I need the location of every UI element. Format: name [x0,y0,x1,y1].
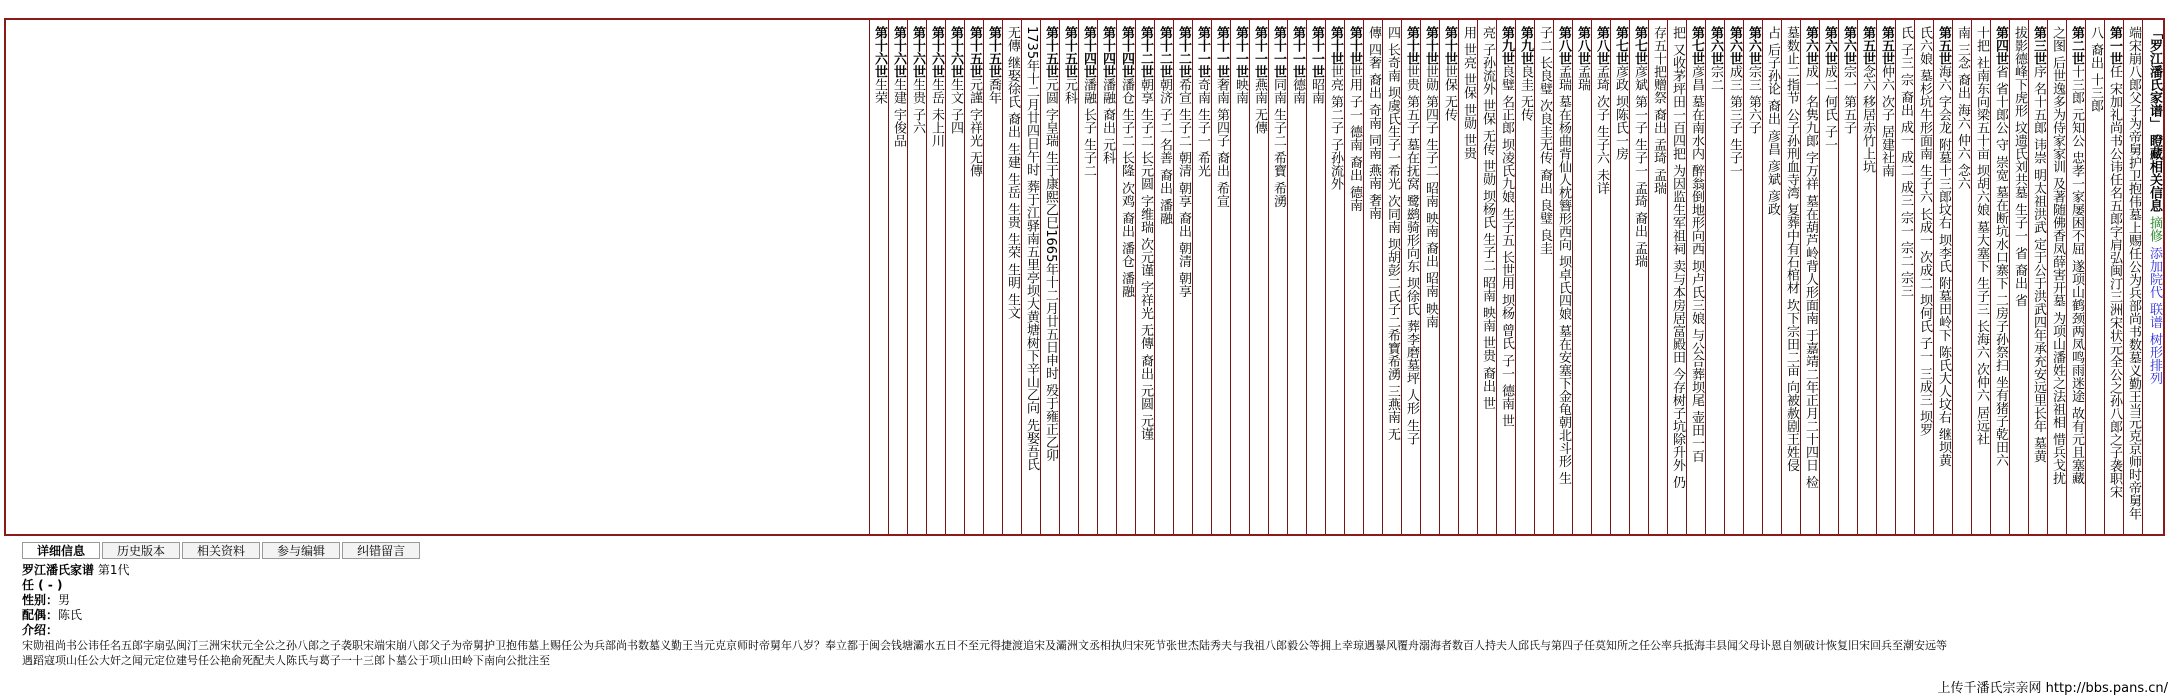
related-info-heading: 瞪藏相关信息 [2147,134,2162,213]
generation-label[interactable]: 第十世 [1347,26,1362,65]
genealogy-column [1154,20,1173,534]
column-text: 昭南 [1309,78,1324,104]
column-text: 良圭 无传 [1518,65,1533,122]
genealogy-column [888,20,907,534]
generation-label[interactable]: 第十六世 [948,26,963,78]
genealogy-column [1116,20,1135,534]
generation-number: 第1代 [97,563,130,577]
genealogy-column [2104,20,2123,534]
column-text: 德南 [1290,78,1305,104]
genealogy-column [1743,20,1762,534]
column-text: 希宣 生子二 朝清 朝享 裔出 朝清 朝享 [1176,78,1191,298]
genealogy-column [983,20,1002,534]
add-generation-link[interactable]: 添加院代 [2147,246,2162,299]
genealogy-column [1097,20,1116,534]
generation-label[interactable]: 第六世 [1803,26,1818,65]
genealogy-column [1230,20,1249,534]
generation-label[interactable]: 第八世 [1594,26,1609,65]
column-text: 元科 [1062,78,1077,104]
genealogy-column [1705,20,1724,534]
column-text: 同南 生子二 希寶 希湧 [1271,78,1286,208]
generation-label[interactable]: 第十一世 [1309,26,1324,78]
generation-label[interactable]: 第十世 [1404,26,1419,65]
column-text: 生贵 子六 [910,78,925,135]
column-text: 无傳 继娶徐氏 裔出 生建 生岳 生贵 生荣 生明 生文 [1005,26,1020,320]
generation-label[interactable]: 第十二世 [1138,26,1153,78]
column-text: 端宋崩八郎父子为帝舅护卫抱伟墓上赐任公为兵部尚书数墓义勤王当元克京师时帝舅年 [2126,26,2141,520]
intro-text-line2: 遇蹈寇项山任公大奸之闻元定位建号任公艳俞死配夫人陈氏与葛子一十三郎卜墓公于项山田岭下南向公批注至 [22,654,550,667]
genealogy-column [907,20,926,534]
column-text: 成二 何氏 子一 [1822,65,1837,152]
generation-label[interactable]: 第十世 [1328,26,1343,65]
generation-label[interactable]: 第十五世 [967,26,982,78]
generation-label[interactable]: 第八世 [1575,26,1590,65]
genealogy-column [1819,20,1838,534]
genealogy-column [1325,20,1344,534]
genealogy-column [1021,20,1040,534]
genealogy-column [1363,20,1382,534]
column-text: 彦政 坝陈氏一房 [1613,65,1628,161]
generation-label[interactable]: 第六世 [1727,26,1742,65]
column-text: 世用 子一 德南 裔出 德南 [1347,65,1362,212]
column-text: 元謹 字祥光 无傳 [967,78,982,178]
column-text: 用 世亮 世保 世勋 世贵 [1461,26,1476,160]
column-text: 海六 字会龙 附墓十三郎坟右 坝李氏 附墓田岭下 陈氏大人坟右 继坝黄 [1936,65,1951,467]
generation-label[interactable]: 第十一世 [1271,26,1286,78]
column-text: 良璧 名正郎 坝凌氏九娘 生子五 长世用 坝杨 曾氏 子一 德南 世 [1499,65,1514,428]
column-text: 生建 宇俊品 [891,78,906,148]
column-text: 彦斌 第一子 生子一 孟琦 裔出 孟瑞 [1632,65,1647,268]
genealogy-column [926,20,945,534]
genealogy-column [1800,20,1819,534]
column-filler [6,20,869,534]
generation-label[interactable]: 第十五世 [1062,26,1077,78]
genealogy-column [1268,20,1287,534]
column-text: 宗一 第五子 [1841,65,1856,135]
tab-related[interactable]: 相关资料 [182,542,260,559]
spouse-label: 配偶： [22,608,59,622]
generation-label[interactable]: 第二世 [2069,26,2084,65]
gender-label: 性别： [22,593,59,607]
footer-credit: 上传千潘氏宗亲网 http://bbs.pans.cn/ [1937,681,2168,696]
genealogy-column [869,20,888,534]
generation-label[interactable]: 第八世 [1556,26,1571,65]
column-text: 念六 移居赤竹上坑 [1860,65,1875,174]
genealogy-column [1876,20,1895,534]
generation-label[interactable]: 第六世 [1708,26,1723,65]
genealogy-column [1477,20,1496,534]
genealogy-column [1211,20,1230,534]
column-text: 朝享 生子二 长元圆 字维瑞 次元谨 字祥光 无傳 裔出 元圆 元谨 [1138,78,1153,441]
edit-link[interactable]: 摘修 [2147,216,2162,243]
genealogy-column [2047,20,2066,534]
generation-label[interactable]: 第十四世 [1081,26,1096,78]
genealogy-column [1458,20,1477,534]
generation-label[interactable]: 第十一世 [1290,26,1305,78]
genealogy-column [1591,20,1610,534]
column-text: 孟瑞 [1575,65,1590,91]
column-text: 世亮 第二子 子孙流外 [1328,65,1343,191]
tab-details[interactable]: 详细信息 [22,542,100,559]
genealogy-column [1059,20,1078,534]
column-text: 南 三念 裔出 海六 仲六 念六 [1955,26,1970,190]
intro-text-line1: 宋勋祖尚书公讳任名五郎字扇弘闽汀三洲宋状元全公之孙八郎之子袭职宋端宋崩八郎父子为帝舅护卫抱伟墓上赐任公为兵部尚书数墓义勤王当元克京师时帝舅年八岁？奉立都于闽会钱塘灞水五日不至元得捷渡追宋及灞洲文丞相执归宋死节张世杰陆秀夫与我祖八郎毅公等拥上幸琼遇暴风覆舟溺海者数百人持夫人邱氏与第四子任莫知所之任公率兵抵海丰县闻父母讣恩自刎破计恢复旧宋回兵至潮安远等 [22,639,1947,652]
genealogy-column [1686,20,1705,534]
column-text: 朝济 子二 名善 裔出 潘融 [1157,78,1172,225]
column-text: 占 后子孙论 裔出 彦昌 彦斌 彦政 [1765,26,1780,216]
column-text: 宗三 第六子 [1746,65,1761,135]
genealogy-column [1762,20,1781,534]
genealogy-column [1135,20,1154,534]
generation-label[interactable]: 第九世 [1518,26,1533,65]
genealogy-column [1781,20,1800,534]
genealogy-column [1952,20,1971,534]
column-text: 任 宋加礼尚书公讳任名五郎字肩弘闽汀三洲宋状元全公之孙八郎之子袭职宋 [2107,65,2122,499]
genealogy-column [1401,20,1420,534]
column-text: 潘仓 生子二 长隆 次鸡 裔出 潘仓 潘融 [1119,78,1134,298]
column-text: 1735年十二月廿四日午时 葬于江驿南五里亭坝大黄塘树下辛山乙向 先娶吾氏 [1024,26,1039,471]
generation-label[interactable]: 第十一世 [1252,26,1267,78]
generation-label[interactable]: 第十四世 [1100,26,1115,78]
genealogy-column [1990,20,2009,534]
genealogy-column [1838,20,1857,534]
generation-label[interactable]: 第十六世 [891,26,906,78]
genealogy-column [1287,20,1306,534]
detail-tabs [22,542,420,559]
generation-label[interactable]: 第十世 [1442,26,1457,65]
tab-edit[interactable]: 参与编辑 [262,542,340,559]
book-name: 罗江潘氏家谱 [22,563,95,577]
genealogy-column [1496,20,1515,534]
column-text: 傳 四奢 裔出 奇南 同南 燕南 奢南 [1366,26,1381,220]
genealogy-column [1572,20,1591,534]
genealogy-column [1895,20,1914,534]
generation-label[interactable]: 第十一世 [1195,26,1210,78]
genealogy-column [1002,20,1021,534]
column-text: 八 裔出 十三郎 [2088,26,2103,113]
spouse-value: 陈氏 [58,608,83,622]
genealogy-column [1249,20,1268,534]
column-text: 之图 后世逸多为侍家家训 及著随佛香凤薛害开墓 为项山潘姓之法祖相 惜兵戈扰 [2050,26,2065,485]
genealogy-columns [6,20,2163,534]
column-text: 生岳 未上川 [929,78,944,148]
generation-label[interactable]: 第十一世 [1214,26,1229,78]
genealogy-column [1420,20,1439,534]
genealogy-column [2123,20,2142,534]
generation-label[interactable]: 第十二世 [1157,26,1172,78]
person-name: 任 ( - ) [22,578,63,592]
column-text: 奇南 生子一 希光 [1195,78,1210,178]
generation-label[interactable]: 第五世 [1879,26,1894,65]
genealogy-column [1724,20,1743,534]
link-genealogy-link[interactable]: 联谱 [2147,302,2162,329]
genealogy-column [945,20,964,534]
column-text: 亮 子孙流外 世保 无传 世勋 坝杨氏 生子二 昭南 映南 世贵 裔出 世 [1480,26,1495,410]
column-text: 墓数止二指节 公子孙刑血寺湾 复葬中有石棺材 坎下宗田二亩 向被赦剧王姓侵 [1784,26,1799,472]
generation-label[interactable]: 第五世 [1860,26,1875,65]
generation-label[interactable]: 第十六世 [872,26,887,78]
column-text: 生文 子四 [948,78,963,135]
column-text: 子二 长良璧 次良圭无传 裔出 良璧 良圭 [1537,26,1552,255]
genealogy-column [964,20,983,534]
tab-feedback[interactable]: 纠错留言 [342,542,420,559]
genealogy-column [1553,20,1572,534]
column-text: 序 名十五郎 讳崇 明太祖洪武 定于公于洪武四年承充安远里长年 墓黄 [2031,65,2046,463]
column-text: 存五十把赠祭 裔出 孟琦 孟瑞 [1651,26,1666,195]
generation-label[interactable]: 第九世 [1499,26,1514,65]
genealogy-column [1439,20,1458,534]
genealogy-column [1306,20,1325,534]
genealogy-column [1629,20,1648,534]
genealogy-column [1040,20,1059,534]
column-text: 十三郎 元知公 忠孝一家屡困不屈 遂项山鹤颈两凤鸣雨迷途 故有元且塞藏 [2069,65,2084,485]
book-title: 「罗江潘氏家谱」 [2147,26,2162,130]
genealogy-column [1078,20,1097,534]
column-text: 世勋 第四子 生子二 昭南 映南 裔出 昭南 映南 [1423,65,1438,328]
genealogy-column [1534,20,1553,534]
genealogy-column [1914,20,1933,534]
column-text: 宗二 [1708,65,1723,91]
generation-label[interactable]: 第三世 [2031,26,2046,65]
genealogy-column [1971,20,1990,534]
genealogy-column [1173,20,1192,534]
generation-label[interactable]: 第七世 [1613,26,1628,65]
column-text: 潘融 裔出 元科 [1100,78,1115,165]
genealogy-column [1667,20,1686,534]
tab-history[interactable]: 历史版本 [102,542,180,559]
column-text: 世保 无传 [1442,65,1457,122]
genealogy-column [2066,20,2085,534]
genealogy-column [1857,20,1876,534]
genealogy-column [1648,20,1667,534]
generation-label[interactable]: 第六世 [1841,26,1856,65]
generation-label[interactable]: 第六世 [1746,26,1761,65]
column-text: 氏 子三 宗 裔出 成一 成二 成三 宗一 宗二 宗三 [1898,26,1913,298]
column-text: 奢南 第四子 裔出 希宣 [1214,78,1229,208]
genealogy-column [1344,20,1363,534]
generation-label[interactable]: 第十二世 [1176,26,1191,78]
column-text: 拔影德峰下虎形 坟遗氏刘共墓 生子一 省 裔出 省 [2012,26,2027,307]
genealogy-frame [4,18,2165,536]
genealogy-column [2009,20,2028,534]
genealogy-column [2028,20,2047,534]
generation-label[interactable]: 第十五世 [1043,26,1058,78]
column-text: 仲六 次子 居建社南 [1879,65,1894,178]
column-text: 四 长奇南 坝虞氏生子一希光 次同南 坝胡彭二氏子二希寶希湧 三燕南 无 [1385,26,1400,441]
tree-view-link[interactable]: 树形排列 [2147,332,2162,385]
generation-label[interactable]: 第十五世 [986,26,1001,78]
column-text: 成三 第三子 生子一 [1727,65,1742,178]
genealogy-column [1933,20,1952,534]
column-text: 元圆 字皇瑞 生于康熙乙巳1665年十二月廿五日申时 殁于雍正乙卯 [1043,78,1058,462]
generation-label[interactable]: 第六世 [1822,26,1837,65]
genealogy-column [1192,20,1211,534]
column-text: 孟瑞 墓在杨曲背仙人枕簪形西向 坝卓氏四娘 墓在安塞下金龟朝北斗形 生 [1556,65,1571,485]
generation-label[interactable]: 第十六世 [910,26,925,78]
generation-label[interactable]: 第七世 [1632,26,1647,65]
generation-label[interactable]: 第十六世 [929,26,944,78]
person-details [22,563,2172,668]
gender-value: 男 [58,593,71,607]
column-text: 氏六娘 墓杉坑牛形面南 生子六 长成一 次成二 坝何氏 子一 三成三 坝罗 [1917,26,1932,437]
column-text: 喬年 [986,78,1001,104]
column-text: 成一 名隽九郎 字万祥 墓在葫芦岭背人形面南 于嘉靖二年正月二十四日 检 [1803,65,1818,489]
genealogy-column [1610,20,1629,534]
genealogy-title-column [2142,20,2163,534]
generation-label[interactable]: 第四世 [1993,26,2008,65]
column-text: 孟琦 次子 生子六 未详 [1594,65,1609,195]
genealogy-column [2085,20,2104,534]
column-text: 十把 社南东向梁五十亩 坝胡六娘 墓大塞下 生子三 长海六 次仲六 居远社 [1974,26,1989,445]
genealogy-column [1515,20,1534,534]
column-text: 潘融 长子 生子二 [1081,78,1096,178]
column-text: 彦昌 墓在南水内 醉翁倒地形向西 坝卢氏三娘 与公合葬坝尾 壶田一百 [1689,65,1704,463]
column-text: 把 又收茅坪田一百四把 为因监生军祖祠 卖与本房居富殿田 今存树子坑除升外 仍 [1670,26,1685,489]
column-text: 省 省十郎公 守 崇宽 墓在断坑水口寨下 二房子孙祭扫 坐有猪子乾田六 [1993,65,2008,467]
genealogy-column [1382,20,1401,534]
generation-label[interactable]: 第十世 [1423,26,1438,65]
column-text: 映南 [1233,78,1248,104]
column-text: 世贵 第五子 墓在抚窝 鹭鹚骑形向东 坝徐氏 葬李磨墓坪 人形 生子 [1404,65,1419,445]
generation-label[interactable]: 第一世 [2107,26,2122,65]
column-text: 燕南 无傳 [1252,78,1267,135]
generation-label[interactable]: 第七世 [1689,26,1704,65]
column-text: 生荣 [872,78,887,104]
intro-label: 介绍： [22,623,59,637]
generation-label[interactable]: 第十一世 [1233,26,1248,78]
generation-label[interactable]: 第十四世 [1119,26,1134,78]
generation-label[interactable]: 第五世 [1936,26,1951,65]
